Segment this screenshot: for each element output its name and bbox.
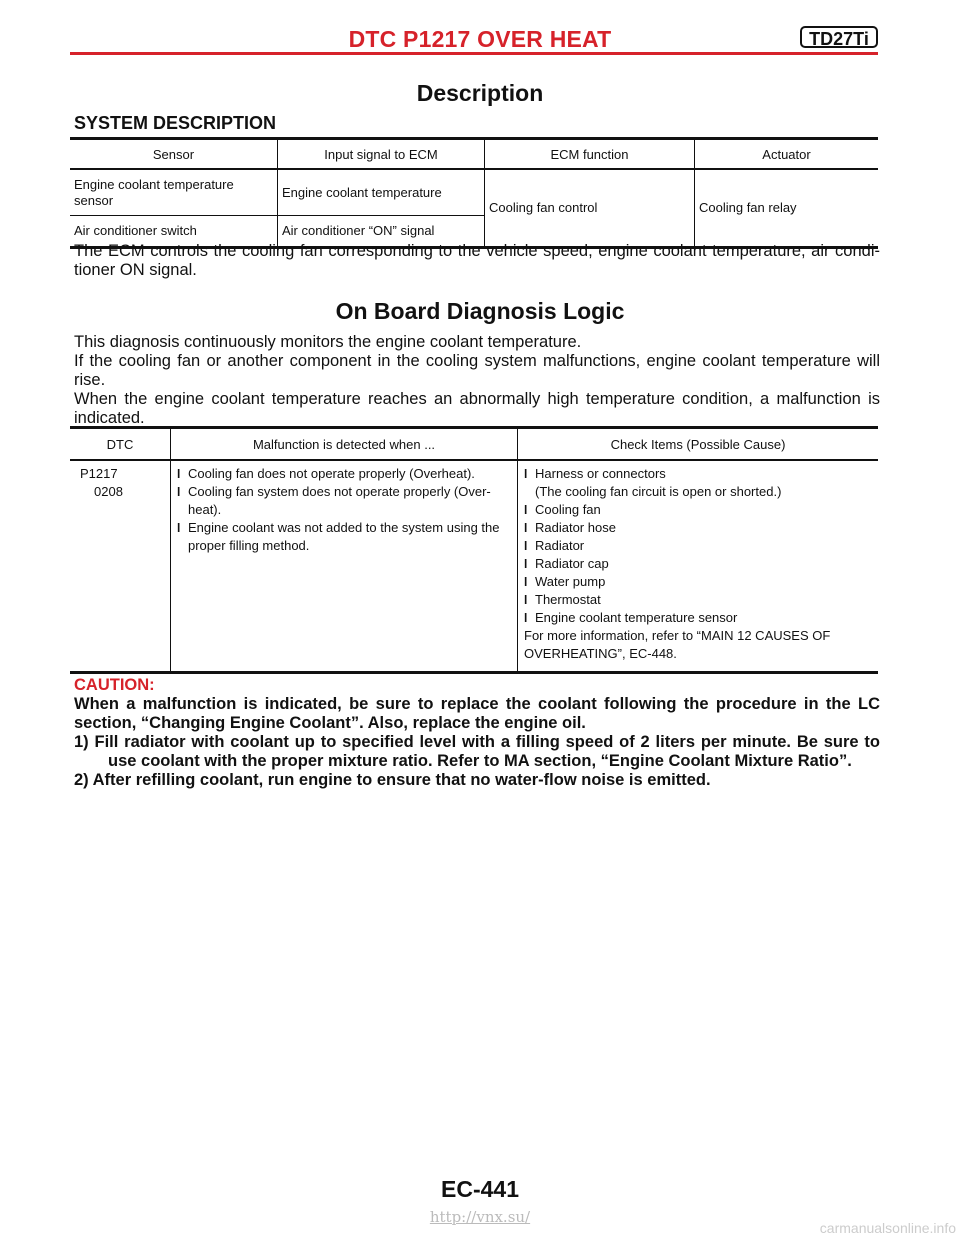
- list-item-text: Engine coolant was not added to the system using the proper filling method.: [188, 520, 500, 553]
- dtc-sub-code: 0208: [94, 484, 123, 499]
- caution-intro: When a malfunction is indicated, be sure to replace the coolant following the procedure in the LC section, “Changing Engine Coolant”. Also, replace the engine oil.: [74, 695, 880, 732]
- caution-item: 2) After refilling coolant, run engine to ensure that no water-flow noise is emitted.: [74, 771, 711, 789]
- source-link[interactable]: http://vnx.su/: [429, 1208, 531, 1226]
- paragraph-text: The ECM controls the cooling fan corresponding to the vehicle speed, engine coolant temperature, air condi- tioner ON signal.: [74, 242, 880, 279]
- list-item-text: Cooling fan: [535, 502, 601, 517]
- paragraph-text: This diagnosis continuously monitors the engine coolant temperature.: [74, 333, 582, 351]
- description-paragraph: [74, 242, 880, 280]
- bullet-icon: l: [524, 467, 528, 481]
- sensor-cell: Air conditioner switch: [74, 223, 197, 238]
- paragraph-text: If the cooling fan or another component in the cooling system malfunctions, engine coolant temperature will rise.: [74, 352, 880, 389]
- dtc-cell: [70, 460, 171, 673]
- list-item: [524, 573, 872, 591]
- list-item: [524, 465, 872, 501]
- caution-block: [74, 676, 880, 790]
- table-row: [70, 460, 878, 673]
- bullet-icon: l: [524, 611, 528, 625]
- obd-logic-table: [70, 426, 878, 674]
- list-item: [177, 483, 511, 519]
- table-row: [70, 169, 878, 216]
- bullet-icon: l: [177, 521, 181, 535]
- column-header: Check Items (Possible Cause): [518, 428, 879, 461]
- system-description-table: [70, 137, 878, 249]
- column-header: Input signal to ECM: [278, 139, 485, 170]
- obd-paragraphs: [74, 333, 880, 428]
- model-badge: TD27Ti: [800, 26, 878, 48]
- column-header: Actuator: [695, 139, 879, 170]
- bullet-icon: l: [524, 539, 528, 553]
- bullet-icon: l: [524, 503, 528, 517]
- actuator-cell: Cooling fan relay: [695, 169, 879, 248]
- system-description-heading: SYSTEM DESCRIPTION: [74, 113, 277, 133]
- bullet-icon: l: [524, 521, 528, 535]
- paragraph-text: When the engine coolant temperature reaches an abnormally high temperature condition, a malfunction is indicated.: [74, 390, 880, 427]
- obd-logic-title: On Board Diagnosis Logic: [335, 298, 625, 324]
- list-item: [177, 465, 511, 483]
- ecm-function-cell: Cooling fan control: [485, 169, 695, 248]
- column-header: ECM function: [485, 139, 695, 170]
- list-item-text: Radiator hose: [535, 520, 616, 535]
- list-item: [524, 591, 872, 609]
- check-items-cell: [518, 460, 879, 673]
- bullet-icon: l: [177, 485, 181, 499]
- harness-note: (The cooling fan circuit is open or shorted.): [535, 484, 782, 499]
- caution-item: 1) Fill radiator with coolant up to specified level with a filling speed of 2 liters per minute. Be sure to use coolant with the proper mixture ratio. Refer to MA section, “Engine Coolant Mixture Ratio”.: [74, 733, 880, 770]
- more-info-note: For more information, refer to “MAIN 12 CAUSES OF OVERHEATING”, EC-448.: [524, 628, 831, 661]
- bullet-icon: l: [524, 593, 528, 607]
- watermark: carmanualsonline.info: [819, 1220, 956, 1236]
- list-item-text: Engine coolant temperature sensor: [535, 610, 738, 625]
- list-item-text: Cooling fan system does not operate properly (Over- heat).: [188, 484, 491, 517]
- malfunction-cell: [171, 460, 518, 673]
- list-item-text: Water pump: [535, 574, 606, 589]
- list-item: [177, 519, 511, 555]
- description-title: Description: [416, 80, 544, 106]
- bullet-icon: l: [524, 575, 528, 589]
- bullet-icon: l: [177, 467, 181, 481]
- list-item: [524, 519, 872, 537]
- list-item: [524, 501, 872, 519]
- bullet-icon: l: [524, 557, 528, 571]
- list-item-text: Cooling fan does not operate properly (Overheat).: [188, 466, 475, 481]
- caution-label: CAUTION:: [74, 676, 155, 694]
- list-item: [524, 609, 872, 627]
- input-signal-cell: Air conditioner “ON” signal: [278, 216, 485, 248]
- list-item-text: Radiator: [535, 538, 585, 553]
- dtc-code: P1217: [80, 466, 118, 481]
- list-item: [524, 537, 872, 555]
- column-header: DTC: [70, 428, 171, 461]
- sensor-cell: Engine coolant temperature sensor: [70, 169, 278, 216]
- list-item-text: Thermostat: [535, 592, 601, 607]
- list-item: [524, 555, 872, 573]
- header-rule: [70, 52, 878, 55]
- page-number: EC-441: [441, 1176, 519, 1202]
- column-header: Sensor: [70, 139, 278, 170]
- column-header: Malfunction is detected when ...: [171, 428, 518, 461]
- list-item-text: Radiator cap: [535, 556, 609, 571]
- page-header-title: DTC P1217 OVER HEAT: [348, 26, 612, 52]
- list-item-text: Harness or connectors: [535, 466, 666, 481]
- input-signal-cell: Engine coolant temperature: [278, 169, 485, 216]
